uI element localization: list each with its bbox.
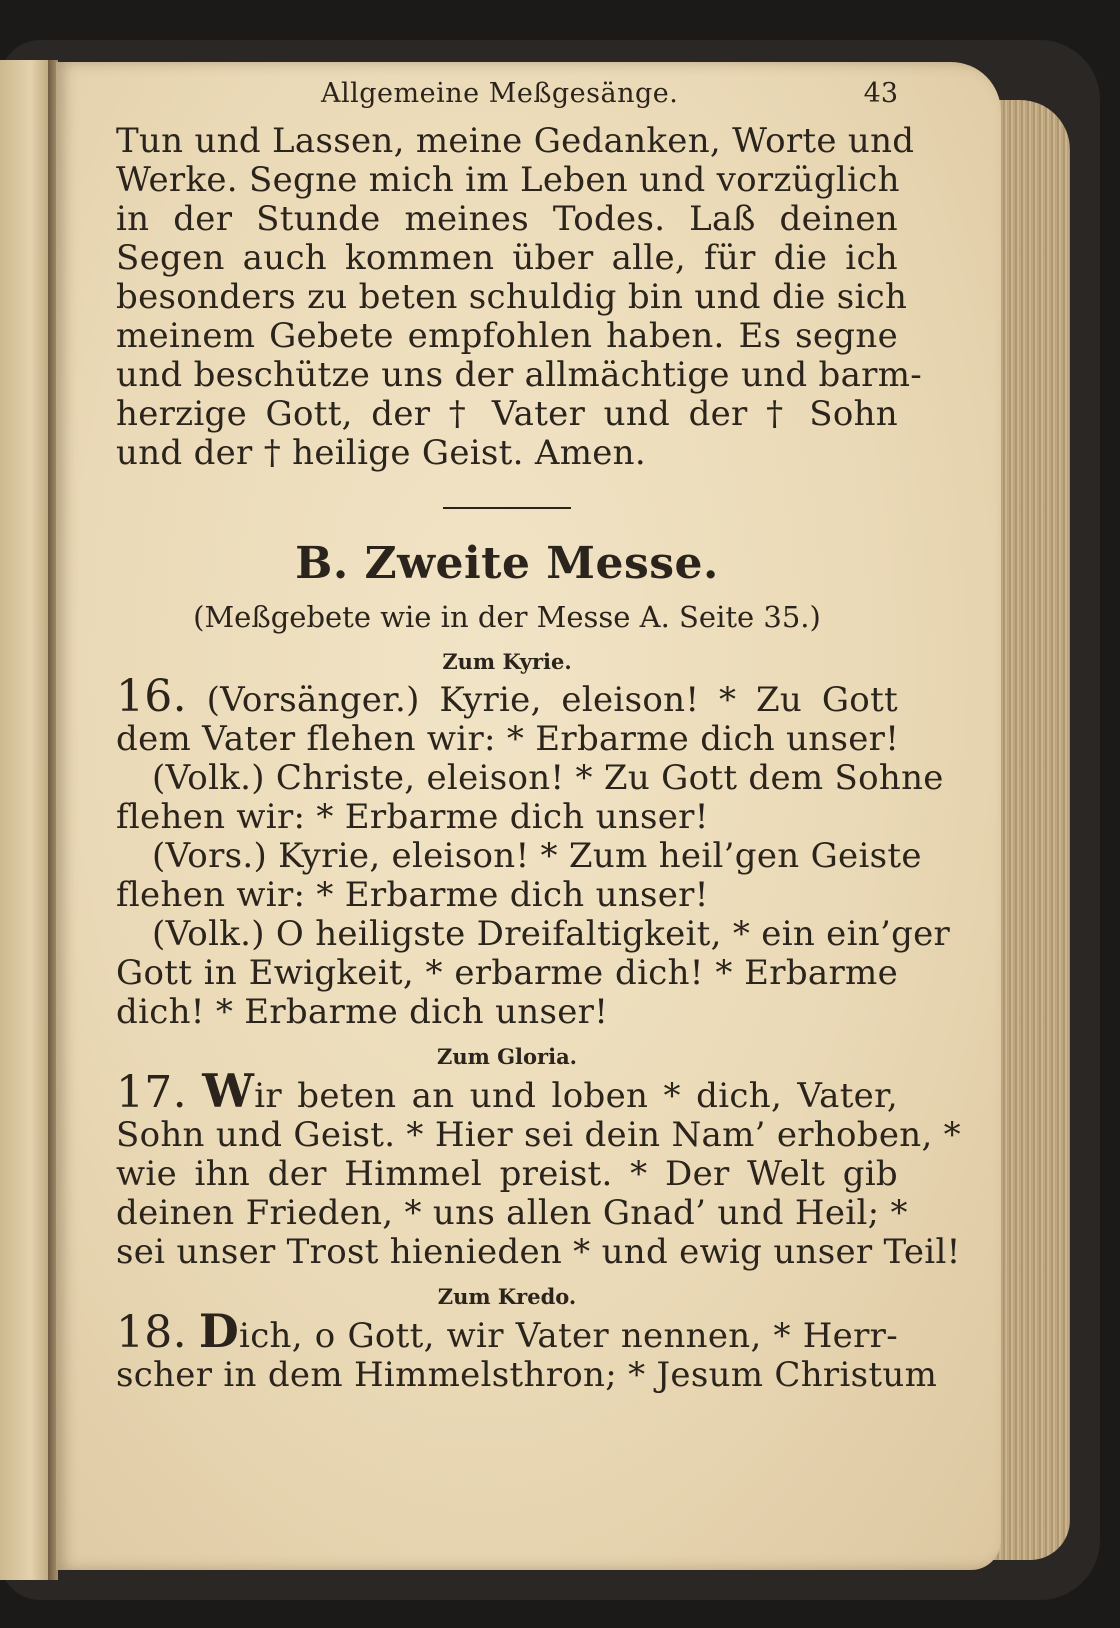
intro-paragraph [116,121,923,473]
facing-page-edge [0,60,52,1580]
hymn-text: ir beten an und loben * dich, Vater, [254,1076,899,1116]
text-line: (Volk.) O heiligste Dreifaltigkeit, * ein ein’ger [152,914,951,954]
section-title: B. Zweite Messe. [295,538,719,589]
page-edges [990,100,1070,1560]
section-note: (Meßgebete wie in der Messe A. Seite 35.) [193,600,821,634]
text-line: scher in dem Himmelsthron; * Jesum Christum [116,1355,938,1395]
text-line [116,1304,898,1358]
hymn-text: ich, o Gott, wir Vater nennen, * Herr- [239,1316,898,1356]
hymn-heading: Zum Kredo. [437,1284,577,1309]
text-line: dem Vater flehen wir: * Erbarme dich unser! [116,719,900,759]
text-line: (Vors.) Kyrie, eleison! * Zum heil’gen Geiste [152,836,922,876]
hymn-17 [116,1064,961,1272]
text-line: deinen Frieden, * uns allen Gnad’ und Heil; * [116,1193,908,1233]
text-line [116,1064,899,1118]
text-line: flehen wir: * Erbarme dich unser! [116,875,709,915]
hymn-number: 16. [116,671,187,722]
text-line: Segen auch kommen über alle, für die ich [116,238,898,278]
text-line: flehen wir: * Erbarme dich unser! [116,797,709,837]
hymn-number: 18. [116,1307,187,1358]
text-line: Werke. Segne mich im Leben und vorzüglich [116,160,900,200]
page-text [116,78,961,1395]
text-line: meinem Gebete empfohlen haben. Es segne [116,316,898,356]
hymn-18 [116,1304,938,1395]
text-line: und der † heilige Geist. Amen. [116,433,646,473]
text-line [116,671,898,722]
text-line: in der Stunde meines Todes. Laß deinen [116,199,898,239]
text-line: sei unser Trost hienieden * und ewig unser Teil! [116,1232,961,1272]
text-line: besonders zu beten schuldig bin und die sich [116,277,908,317]
running-head: Allgemeine Meßgesänge. [321,78,679,109]
text-line: Tun und Lassen, meine Gedanken, Worte und [116,121,915,161]
text-line: wie ihn der Himmel preist. * Der Welt gib [116,1154,898,1194]
text-line: Sohn und Geist. * Hier sei dein Nam’ erhoben, * [116,1115,961,1155]
section-divider [443,507,571,509]
hymn-initial: W [202,1064,255,1118]
hymn-heading: Zum Kyrie. [442,649,572,674]
hymn-initial: D [198,1304,240,1358]
hymn-heading: Zum Gloria. [436,1044,577,1069]
text-line: (Volk.) Christe, eleison! * Zu Gott dem Sohne [152,758,944,798]
hymn-16 [116,671,951,1032]
hymn-number: 17. [116,1067,187,1118]
page-number: 43 [863,78,898,109]
page-header [116,78,898,122]
text-line: herzige Gott, der † Vater und der † Sohn [116,394,898,434]
text-line: dich! * Erbarme dich unser! [116,992,609,1032]
text-line: Gott in Ewigkeit, * erbarme dich! * Erbarme [116,953,898,993]
hymn-text: (Vorsänger.) Kyrie, eleison! * Zu Gott [206,680,898,720]
text-line: und beschütze uns der allmächtige und barm- [116,355,923,395]
